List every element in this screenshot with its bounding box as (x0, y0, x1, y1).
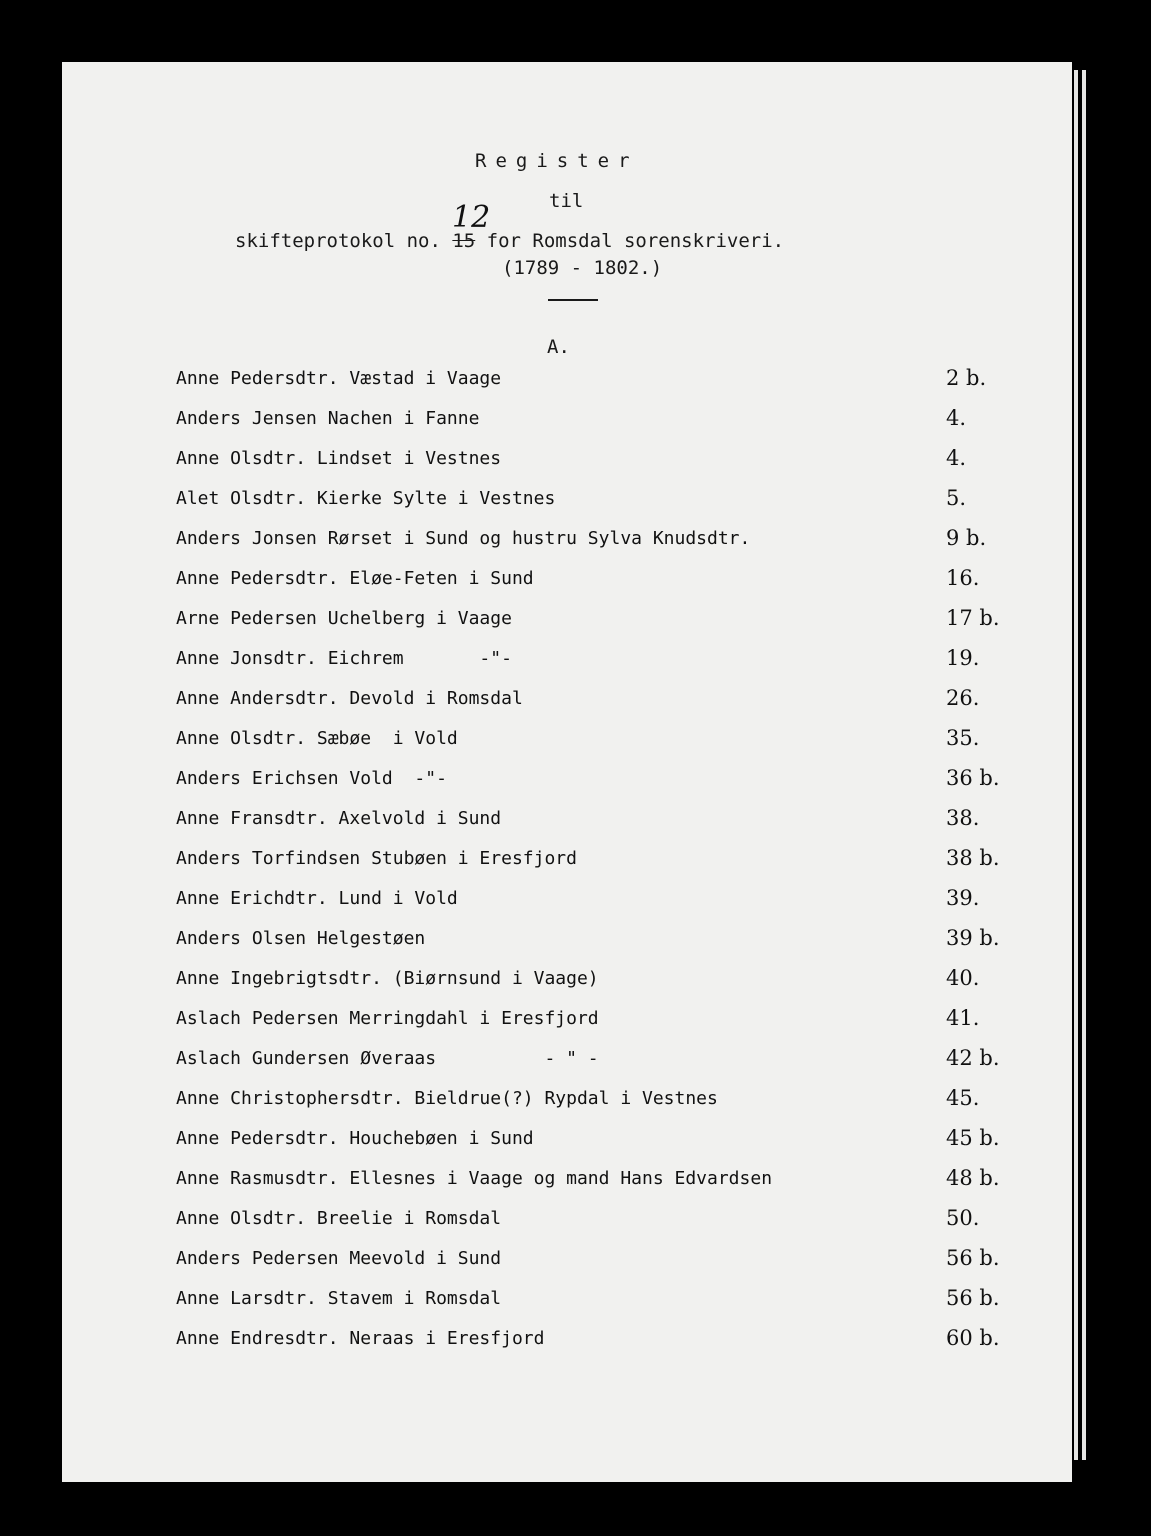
subtitle-prefix: skifteprotokol no. (235, 230, 453, 252)
entry-name: Anders Pedersen Meevold i Sund (176, 1248, 502, 1269)
entry-page: 56 b. (946, 1246, 1000, 1270)
entry-name: Anne Christophersdtr. Bieldrue(?) Rypdal i Vestnes (176, 1088, 718, 1109)
entry-name: Anders Erichsen Vold -"- (176, 768, 447, 789)
register-entry (62, 562, 1072, 602)
register-entry (62, 962, 1072, 1002)
register-entry (62, 1162, 1072, 1202)
entry-page: 42 b. (946, 1046, 1000, 1070)
entry-name: Aslach Pedersen Merringdahl i Eresfjord (176, 1008, 599, 1029)
register-entry (62, 522, 1072, 562)
entry-page: 45 b. (946, 1126, 1000, 1150)
register-entry (62, 1202, 1072, 1242)
register-entry (62, 1122, 1072, 1162)
document-page (62, 62, 1072, 1482)
document-subtitle (235, 230, 1151, 252)
entry-page: 56 b. (946, 1286, 1000, 1310)
entry-name: Anne Andersdtr. Devold i Romsdal (176, 688, 523, 709)
register-entry (62, 682, 1072, 722)
entry-page: 41. (946, 1006, 980, 1030)
register-entry (62, 842, 1072, 882)
entry-name: Anne Jonsdtr. Eichrem -"- (176, 648, 512, 669)
document-years: (1789 - 1802.) (502, 257, 663, 279)
register-entry (62, 1082, 1072, 1122)
register-entry (62, 922, 1072, 962)
entry-name: Alet Olsdtr. Kierke Sylte i Vestnes (176, 488, 556, 509)
entry-page: 48 b. (946, 1166, 1000, 1190)
entry-name: Anne Olsdtr. Breelie i Romsdal (176, 1208, 502, 1229)
register-entry (62, 1042, 1072, 1082)
register-entry (62, 1002, 1072, 1042)
register-entry (62, 722, 1072, 762)
entry-name: Anne Larsdtr. Stavem i Romsdal (176, 1288, 502, 1309)
entry-page: 45. (946, 1086, 980, 1110)
register-entry (62, 362, 1072, 402)
entry-page: 26. (946, 686, 980, 710)
register-entry (62, 802, 1072, 842)
entry-page: 38. (946, 806, 980, 830)
struck-protocol-number: 15 (452, 230, 476, 252)
entry-name: Anne Erichdtr. Lund i Vold (176, 888, 458, 909)
register-entry (62, 1282, 1072, 1322)
entry-name: Anders Olsen Helgestøen (176, 928, 426, 949)
register-entry (62, 442, 1072, 482)
title-divider (548, 299, 598, 301)
entry-page: 50. (946, 1206, 980, 1230)
register-entry (62, 602, 1072, 642)
subtitle-suffix: for Romsdal sorenskriveri. (475, 230, 785, 252)
entry-page: 2 b. (946, 366, 987, 390)
entry-page: 19. (946, 646, 980, 670)
register-entry (62, 882, 1072, 922)
entry-name: Anne Ingebrigtsdtr. (Biørnsund i Vaage) (176, 968, 599, 989)
entry-name: Anne Pedersdtr. Houchebøen i Sund (176, 1128, 534, 1149)
document-title: Register (475, 150, 639, 172)
register-entry (62, 1322, 1072, 1362)
entry-name: Anne Olsdtr. Lindset i Vestnes (176, 448, 502, 469)
entry-name: Anders Torfindsen Stubøen i Eresfjord (176, 848, 577, 869)
entry-page: 39. (946, 886, 980, 910)
entry-page: 16. (946, 566, 980, 590)
register-entry (62, 1242, 1072, 1282)
entry-name: Anne Pedersdtr. Eløe-Feten i Sund (176, 568, 534, 589)
handwritten-protocol-number: 12 (452, 200, 491, 235)
document-til: til (549, 190, 584, 212)
entry-name: Anders Jonsen Rørset i Sund og hustru Sylva Knudsdtr. (176, 528, 751, 549)
section-letter: A. (547, 336, 570, 358)
entry-page: 17 b. (946, 606, 1000, 630)
entry-page: 60 b. (946, 1326, 1000, 1350)
entry-page: 5. (946, 486, 967, 510)
entry-name: Anne Fransdtr. Axelvold i Sund (176, 808, 502, 829)
entry-page: 40. (946, 966, 980, 990)
register-entry (62, 402, 1072, 442)
entry-name: Anders Jensen Nachen i Fanne (176, 408, 480, 429)
entry-name: Arne Pedersen Uchelberg i Vaage (176, 608, 512, 629)
entry-page: 4. (946, 406, 967, 430)
register-entry (62, 482, 1072, 522)
entry-name: Anne Endresdtr. Neraas i Eresfjord (176, 1328, 545, 1349)
register-entry (62, 762, 1072, 802)
entry-name: Aslach Gundersen Øveraas - " - (176, 1048, 599, 1069)
entry-page: 4. (946, 446, 967, 470)
entry-name: Anne Olsdtr. Sæbøe i Vold (176, 728, 458, 749)
entry-page: 39 b. (946, 926, 1000, 950)
entry-name: Anne Rasmusdtr. Ellesnes i Vaage og mand Hans Edvardsen (176, 1168, 773, 1189)
entry-page: 38 b. (946, 846, 1000, 870)
entry-page: 35. (946, 726, 980, 750)
register-entry (62, 642, 1072, 682)
entry-name: Anne Pedersdtr. Væstad i Vaage (176, 368, 502, 389)
entry-page: 9 b. (946, 526, 987, 550)
entry-page: 36 b. (946, 766, 1000, 790)
